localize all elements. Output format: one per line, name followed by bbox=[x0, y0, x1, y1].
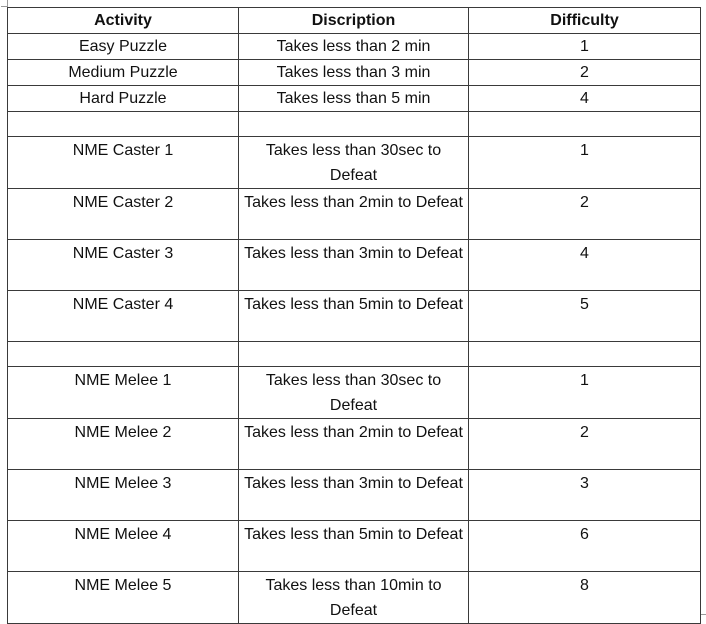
cell-difficulty bbox=[469, 342, 701, 367]
cell-activity: Hard Puzzle bbox=[8, 86, 239, 112]
cell-description bbox=[239, 112, 469, 137]
cell-activity bbox=[8, 342, 239, 367]
cell-activity: Medium Puzzle bbox=[8, 60, 239, 86]
cell-activity: NME Caster 1 bbox=[8, 137, 239, 189]
cell-difficulty: 8 bbox=[469, 572, 701, 624]
cell-activity: NME Melee 2 bbox=[8, 419, 239, 470]
cell-activity: Easy Puzzle bbox=[8, 34, 239, 60]
cell-description: Takes less than 3min to Defeat bbox=[239, 240, 469, 291]
table-row bbox=[8, 521, 701, 572]
cell-description: Takes less than 5min to Defeat bbox=[239, 521, 469, 572]
cell-description: Takes less than 2min to Defeat bbox=[239, 189, 469, 240]
cell-description: Takes less than 5 min bbox=[239, 86, 469, 112]
cell-difficulty: 2 bbox=[469, 419, 701, 470]
cell-difficulty: 6 bbox=[469, 521, 701, 572]
cell-activity: NME Melee 3 bbox=[8, 470, 239, 521]
cell-difficulty: 3 bbox=[469, 470, 701, 521]
cell-activity: NME Melee 5 bbox=[8, 572, 239, 624]
table-row bbox=[8, 189, 701, 240]
table-row bbox=[8, 34, 701, 60]
table-row-empty bbox=[8, 112, 701, 137]
cell-description: Takes less than 2 min bbox=[239, 34, 469, 60]
table-row bbox=[8, 137, 701, 189]
cell-description: Takes less than 3min to Defeat bbox=[239, 470, 469, 521]
cell-description: Takes less than 30sec to Defeat bbox=[239, 137, 469, 189]
cell-activity bbox=[8, 112, 239, 137]
table-row bbox=[8, 86, 701, 112]
cell-difficulty: 5 bbox=[469, 291, 701, 342]
table-row bbox=[8, 572, 701, 624]
cell-activity: NME Caster 4 bbox=[8, 291, 239, 342]
cell-difficulty: 1 bbox=[469, 367, 701, 419]
cell-difficulty: 2 bbox=[469, 189, 701, 240]
cell-difficulty bbox=[469, 112, 701, 137]
cell-description: Takes less than 10min to Defeat bbox=[239, 572, 469, 624]
cell-description: Takes less than 30sec to Defeat bbox=[239, 367, 469, 419]
header-row bbox=[8, 8, 701, 34]
cell-difficulty: 2 bbox=[469, 60, 701, 86]
table-row bbox=[8, 367, 701, 419]
cell-difficulty: 1 bbox=[469, 137, 701, 189]
cell-description: Takes less than 3 min bbox=[239, 60, 469, 86]
header-activity: Activity bbox=[8, 8, 239, 34]
cell-difficulty: 4 bbox=[469, 86, 701, 112]
cell-description: Takes less than 2min to Defeat bbox=[239, 419, 469, 470]
table-row bbox=[8, 60, 701, 86]
cell-difficulty: 1 bbox=[469, 34, 701, 60]
cell-difficulty: 4 bbox=[469, 240, 701, 291]
header-description: Discription bbox=[239, 8, 469, 34]
cell-activity: NME Caster 3 bbox=[8, 240, 239, 291]
corner-crop-mark bbox=[1, 0, 8, 7]
cell-description bbox=[239, 342, 469, 367]
table-row bbox=[8, 240, 701, 291]
difficulty-table bbox=[7, 7, 701, 624]
table-row-empty bbox=[8, 342, 701, 367]
cell-description: Takes less than 5min to Defeat bbox=[239, 291, 469, 342]
cell-activity: NME Melee 1 bbox=[8, 367, 239, 419]
cell-activity: NME Melee 4 bbox=[8, 521, 239, 572]
cell-activity: NME Caster 2 bbox=[8, 189, 239, 240]
table-row bbox=[8, 470, 701, 521]
header-difficulty: Difficulty bbox=[469, 8, 701, 34]
table-row bbox=[8, 419, 701, 470]
table-row bbox=[8, 291, 701, 342]
